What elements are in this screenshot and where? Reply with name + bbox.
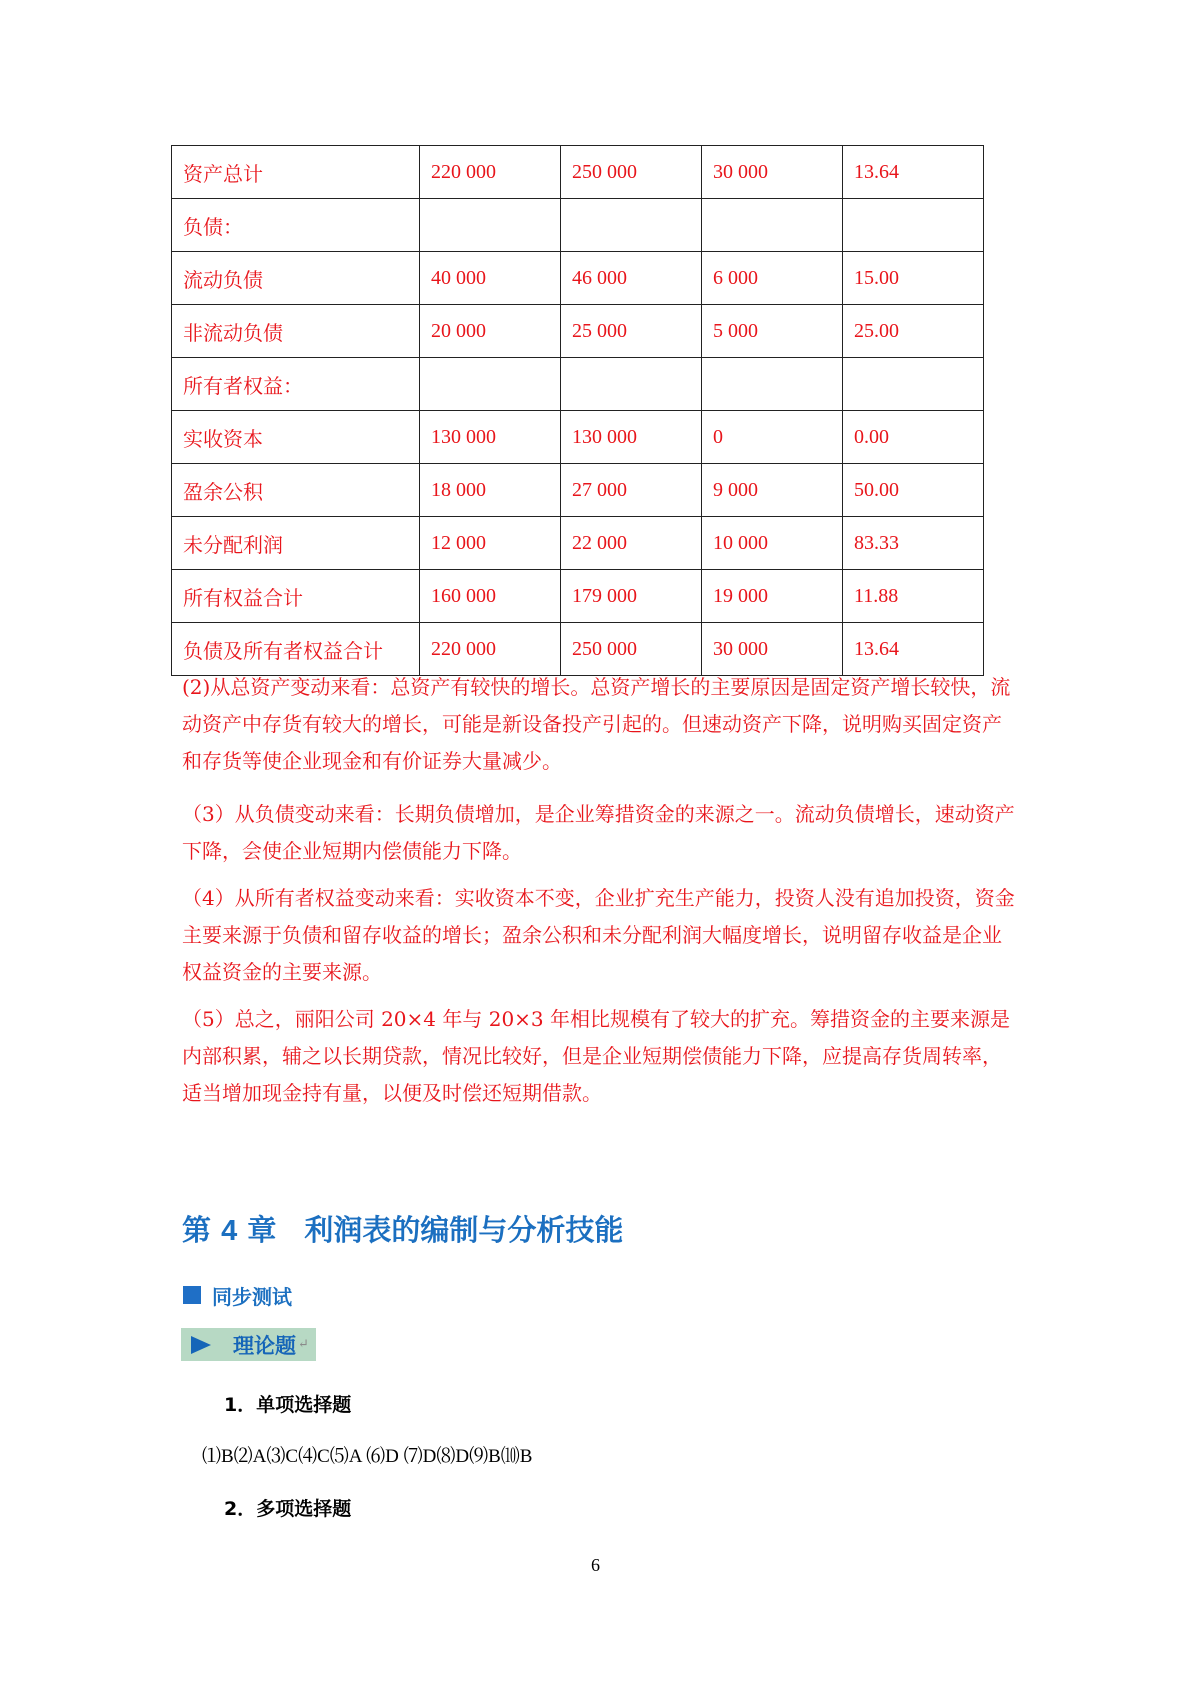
- value-cell: 0.00: [843, 411, 984, 464]
- value-cell: 9 000: [702, 464, 843, 517]
- section-heading: [183, 1280, 292, 1310]
- value-cell: 250 000: [561, 146, 702, 199]
- row-label-cell: 未分配利润: [172, 517, 420, 570]
- value-cell: [561, 358, 702, 411]
- value-cell: 160 000: [420, 570, 561, 623]
- row-label-cell: 负债：: [172, 199, 420, 252]
- table-row: [172, 305, 984, 358]
- table-row: [172, 623, 984, 676]
- value-cell: [420, 358, 561, 411]
- row-label-cell: 所有权益合计: [172, 570, 420, 623]
- value-cell: 15.00: [843, 252, 984, 305]
- value-cell: 25 000: [561, 305, 702, 358]
- value-cell: 130 000: [420, 411, 561, 464]
- arrow-right-icon: [191, 1336, 211, 1354]
- table-row: [172, 517, 984, 570]
- value-cell: [843, 358, 984, 411]
- value-cell: 10 000: [702, 517, 843, 570]
- value-cell: 11.88: [843, 570, 984, 623]
- value-cell: 12 000: [420, 517, 561, 570]
- value-cell: 40 000: [420, 252, 561, 305]
- value-cell: 5 000: [702, 305, 843, 358]
- page-number: 6: [591, 1555, 600, 1575]
- value-cell: 220 000: [420, 623, 561, 676]
- value-cell: [843, 199, 984, 252]
- theory-tag: [181, 1328, 316, 1361]
- table-row: [172, 252, 984, 305]
- theory-label: 理论题: [233, 1333, 296, 1358]
- row-label-cell: 盈余公积: [172, 464, 420, 517]
- value-cell: 22 000: [561, 517, 702, 570]
- value-cell: 0: [702, 411, 843, 464]
- chapter-heading: [182, 1208, 623, 1249]
- value-cell: 250 000: [561, 623, 702, 676]
- question-2-title: 2．多项选择题: [224, 1498, 352, 1520]
- section-label: 同步测试: [212, 1284, 292, 1309]
- question-1-answers: ⑴B⑵A⑶C⑷C⑸A ⑹D ⑺D⑻D⑼B⑽B: [202, 1446, 533, 1467]
- return-mark: ↵: [298, 1337, 309, 1352]
- row-label-cell: 实收资本: [172, 411, 420, 464]
- value-cell: 30 000: [702, 146, 843, 199]
- value-cell: 13.64: [843, 623, 984, 676]
- value-cell: 179 000: [561, 570, 702, 623]
- table-row: [172, 464, 984, 517]
- analysis-paragraph-3: （3）从负债变动来看：长期负债增加，是企业筹措资金的来源之一。流动负债增长，速动资产下降，会使企业短期内偿债能力下降。: [182, 802, 1015, 863]
- table-row: [172, 146, 984, 199]
- value-cell: 19 000: [702, 570, 843, 623]
- chapter-title: 利润表的编制与分析技能: [304, 1213, 624, 1247]
- row-label-cell: 非流动负债: [172, 305, 420, 358]
- question-1-title: 1．单项选择题: [224, 1394, 352, 1416]
- value-cell: [420, 199, 561, 252]
- table-row: [172, 358, 984, 411]
- analysis-paragraph-4: （4）从所有者权益变动来看：实收资本不变，企业扩充生产能力，投资人没有追加投资，资金主要来源于负债和留存收益的增长；盈余公积和未分配利润大幅度增长，说明留存收益是企业权益资金的主要来源。: [182, 886, 1015, 984]
- row-label-cell: 资产总计: [172, 146, 420, 199]
- balance-sheet-table: [171, 145, 984, 676]
- value-cell: 46 000: [561, 252, 702, 305]
- value-cell: 50.00: [843, 464, 984, 517]
- value-cell: 130 000: [561, 411, 702, 464]
- analysis-paragraph-2: (2)从总资产变动来看：总资产有较快的增长。总资产增长的主要原因是固定资产增长较快，流动资产中存货有较大的增长，可能是新设备投产引起的。但速动资产下降，说明购买固定资产和存货等使企业现金和有价证券大量减少。: [182, 675, 1011, 773]
- value-cell: 25.00: [843, 305, 984, 358]
- value-cell: 27 000: [561, 464, 702, 517]
- table-row: [172, 570, 984, 623]
- value-cell: [561, 199, 702, 252]
- chapter-suffix: 章: [247, 1213, 277, 1247]
- blue-square-icon: [183, 1286, 201, 1304]
- chapter-prefix: 第: [182, 1213, 212, 1247]
- analysis-paragraph-5: （5）总之，丽阳公司 20×4 年与 20×3 年相比规模有了较大的扩充。筹措资金的主要来源是内部积累，辅之以长期贷款，情况比较好，但是企业短期偿债能力下降，应提高存货周转率，适当增加现金持有量，以便及时偿还短期借款。: [182, 1007, 1011, 1105]
- value-cell: 18 000: [420, 464, 561, 517]
- value-cell: 6 000: [702, 252, 843, 305]
- row-label-cell: 流动负债: [172, 252, 420, 305]
- value-cell: [702, 358, 843, 411]
- table-row: [172, 411, 984, 464]
- table-row: [172, 199, 984, 252]
- row-label-cell: 所有者权益：: [172, 358, 420, 411]
- value-cell: 83.33: [843, 517, 984, 570]
- value-cell: 13.64: [843, 146, 984, 199]
- value-cell: 20 000: [420, 305, 561, 358]
- row-label-cell: 负债及所有者权益合计: [172, 623, 420, 676]
- value-cell: [702, 199, 843, 252]
- chapter-number: 4: [221, 1215, 238, 1247]
- value-cell: 220 000: [420, 146, 561, 199]
- value-cell: 30 000: [702, 623, 843, 676]
